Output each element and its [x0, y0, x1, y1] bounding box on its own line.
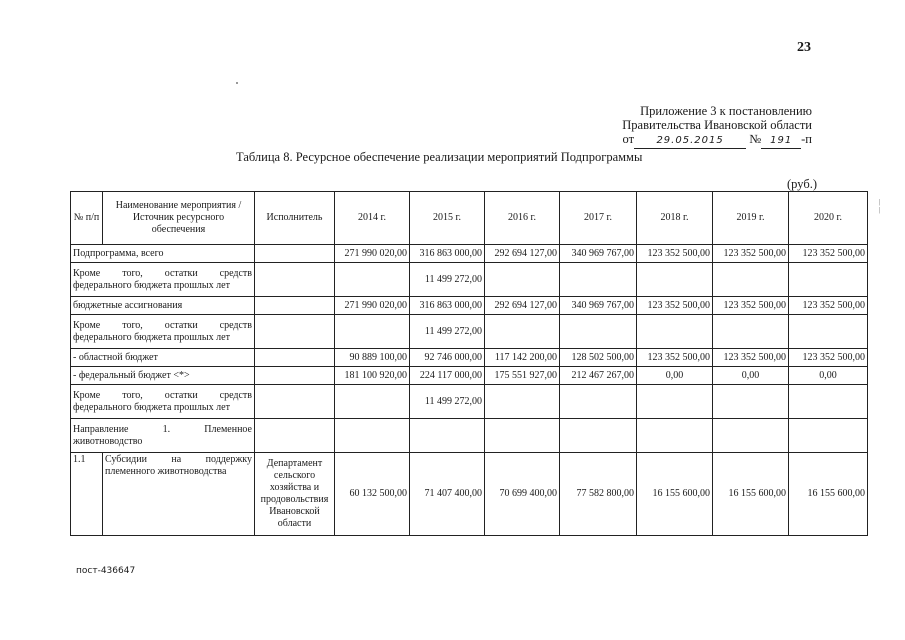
- value-cell: 77 582 800,00: [560, 453, 637, 536]
- value-cell: 181 100 920,00: [335, 367, 410, 385]
- scan-speck: [236, 82, 238, 84]
- value-cell: [335, 419, 410, 453]
- executor-cell: [255, 419, 335, 453]
- value-cell: [560, 419, 637, 453]
- value-cell: [560, 385, 637, 419]
- value-cell: [713, 315, 789, 349]
- value-cell: 11 499 272,00: [410, 263, 485, 297]
- value-cell: 271 990 020,00: [335, 245, 410, 263]
- value-cell: 0,00: [713, 367, 789, 385]
- executor-cell: [255, 263, 335, 297]
- row-label: - областной бюджет: [71, 349, 255, 367]
- appendix-line-3: [622, 132, 812, 149]
- page-number: 23: [797, 40, 811, 55]
- value-cell: 292 694 127,00: [485, 245, 560, 263]
- executor-cell: [255, 349, 335, 367]
- value-cell: 11 499 272,00: [410, 385, 485, 419]
- row-label: - федеральный бюджет <*>: [71, 367, 255, 385]
- number-suffix: -п: [801, 132, 812, 146]
- value-cell: 60 132 500,00: [335, 453, 410, 536]
- value-cell: 70 699 400,00: [485, 453, 560, 536]
- row-label-line: Кроме того, остатки средств: [73, 267, 252, 279]
- row-label: [71, 315, 255, 349]
- value-cell: [637, 419, 713, 453]
- value-cell: 224 117 000,00: [410, 367, 485, 385]
- value-cell: 16 155 600,00: [637, 453, 713, 536]
- value-cell: [560, 263, 637, 297]
- executor-cell: [255, 297, 335, 315]
- value-cell: [637, 315, 713, 349]
- row-label-line: Направление 1. Племенное: [73, 423, 252, 435]
- appendix-block: [622, 104, 812, 149]
- value-cell: [713, 385, 789, 419]
- value-cell: 123 352 500,00: [713, 245, 789, 263]
- row-label: [71, 263, 255, 297]
- value-cell: 117 142 200,00: [485, 349, 560, 367]
- value-cell: 271 990 020,00: [335, 297, 410, 315]
- value-cell: [789, 263, 868, 297]
- row-label-line: Кроме того, остатки средств: [73, 389, 252, 401]
- table-row: [71, 367, 868, 385]
- header-year: 2015 г.: [410, 192, 485, 245]
- executor-cell: [255, 367, 335, 385]
- value-cell: 123 352 500,00: [713, 349, 789, 367]
- value-cell: [637, 263, 713, 297]
- header-num: № п/п: [71, 192, 103, 245]
- header-year: 2019 г.: [713, 192, 789, 245]
- row-label-line: федерального бюджета прошлых лет: [73, 401, 230, 413]
- value-cell: [713, 263, 789, 297]
- value-cell: 292 694 127,00: [485, 297, 560, 315]
- header-year: 2018 г.: [637, 192, 713, 245]
- value-cell: 16 155 600,00: [713, 453, 789, 536]
- value-cell: [335, 315, 410, 349]
- row-label-line: федерального бюджета прошлых лет: [73, 279, 230, 291]
- row-label: Подпрограмма, всего: [71, 245, 255, 263]
- value-cell: 340 969 767,00: [560, 245, 637, 263]
- value-cell: 316 863 000,00: [410, 245, 485, 263]
- value-cell: [410, 419, 485, 453]
- value-cell: [560, 315, 637, 349]
- table-row: [71, 349, 868, 367]
- value-cell: 175 551 927,00: [485, 367, 560, 385]
- row-label: [71, 385, 255, 419]
- table-row: [71, 297, 868, 315]
- appendix-line-2: Правительства Ивановской области: [622, 118, 812, 132]
- value-cell: [485, 263, 560, 297]
- item-number: 1.1: [71, 453, 103, 536]
- value-cell: 316 863 000,00: [410, 297, 485, 315]
- table-row: [71, 385, 868, 419]
- value-cell: [335, 385, 410, 419]
- table-title: Таблица 8. Ресурсное обеспечение реализации мероприятий Подпрограммы: [236, 150, 643, 164]
- row-label: бюджетные ассигнования: [71, 297, 255, 315]
- table-row: [71, 453, 868, 536]
- value-cell: 128 502 500,00: [560, 349, 637, 367]
- executor-cell: Департамент сельского хозяйства и продовольствия Ивановской области: [255, 453, 335, 536]
- header-year: 2014 г.: [335, 192, 410, 245]
- header-year: 2017 г.: [560, 192, 637, 245]
- value-cell: 90 889 100,00: [335, 349, 410, 367]
- table-row: [71, 263, 868, 297]
- value-cell: [789, 315, 868, 349]
- value-cell: [713, 419, 789, 453]
- value-cell: 123 352 500,00: [789, 245, 868, 263]
- row-label-line: животноводство: [73, 435, 143, 447]
- row-label-line: Кроме того, остатки средств: [73, 319, 252, 331]
- header-row: [71, 192, 868, 245]
- header-year: 2016 г.: [485, 192, 560, 245]
- unit-label: (руб.): [787, 177, 817, 191]
- value-cell: 123 352 500,00: [789, 297, 868, 315]
- appendix-line-1: Приложение 3 к постановлению: [640, 104, 812, 118]
- margin-mark: | |: [879, 198, 881, 214]
- value-cell: [485, 385, 560, 419]
- value-cell: 123 352 500,00: [637, 297, 713, 315]
- executor-cell: [255, 245, 335, 263]
- table-row: [71, 245, 868, 263]
- from-label: от: [622, 132, 635, 146]
- header-executor: Исполнитель: [255, 192, 335, 245]
- header-year: 2020 г.: [789, 192, 868, 245]
- number-label: №: [749, 132, 762, 146]
- value-cell: [789, 419, 868, 453]
- handwritten-date: 29.05.2015: [634, 134, 746, 149]
- footer-code: пост-436647: [76, 566, 136, 576]
- table-row: [71, 315, 868, 349]
- executor-cell: [255, 385, 335, 419]
- value-cell: [335, 263, 410, 297]
- value-cell: [485, 315, 560, 349]
- value-cell: 212 467 267,00: [560, 367, 637, 385]
- value-cell: 0,00: [789, 367, 868, 385]
- header-name: Наименование мероприятия / Источник ресурсного обеспечения: [103, 192, 255, 245]
- value-cell: 71 407 400,00: [410, 453, 485, 536]
- value-cell: 0,00: [637, 367, 713, 385]
- value-cell: 123 352 500,00: [637, 245, 713, 263]
- table-row: [71, 419, 868, 453]
- value-cell: 16 155 600,00: [789, 453, 868, 536]
- executor-cell: [255, 315, 335, 349]
- value-cell: 11 499 272,00: [410, 315, 485, 349]
- resource-table: [70, 191, 868, 536]
- value-cell: [789, 385, 868, 419]
- item-label: Субсидии на поддержку племенного животноводства: [103, 453, 255, 536]
- value-cell: 92 746 000,00: [410, 349, 485, 367]
- value-cell: 123 352 500,00: [637, 349, 713, 367]
- value-cell: 123 352 500,00: [789, 349, 868, 367]
- value-cell: 340 969 767,00: [560, 297, 637, 315]
- handwritten-number: 191: [761, 134, 801, 149]
- row-label: [71, 419, 255, 453]
- row-label-line: федерального бюджета прошлых лет: [73, 331, 230, 343]
- value-cell: [637, 385, 713, 419]
- value-cell: [485, 419, 560, 453]
- value-cell: 123 352 500,00: [713, 297, 789, 315]
